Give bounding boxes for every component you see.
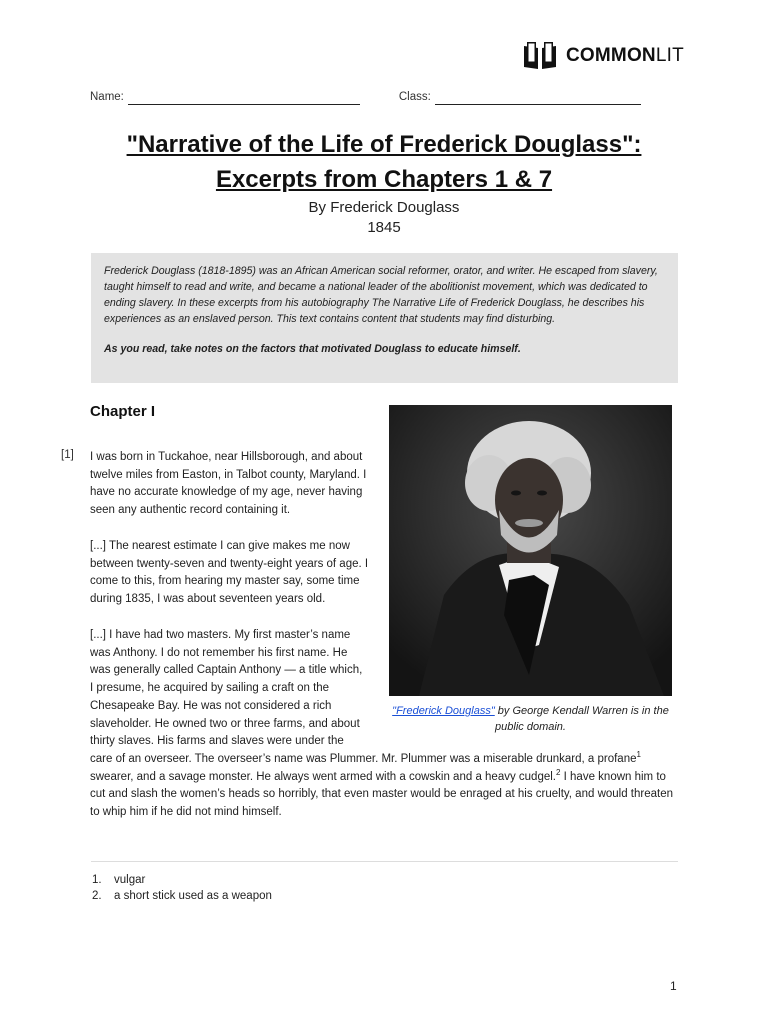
paragraph-3-wide xyxy=(90,751,680,822)
page-number: 1 xyxy=(670,979,677,993)
caption-link[interactable]: "Frederick Douglass" xyxy=(392,705,495,717)
paragraph-3-narrow xyxy=(90,627,390,751)
author: By Frederick Douglass xyxy=(308,199,460,216)
commonlit-logo xyxy=(522,42,684,70)
footnote-ref-2[interactable]: 2 xyxy=(556,767,561,777)
footnote-number: 1. xyxy=(92,874,102,886)
chapter-heading: Chapter I xyxy=(90,403,156,420)
intro-box xyxy=(91,253,678,383)
class-field[interactable] xyxy=(435,91,641,105)
footnotes xyxy=(92,872,272,904)
footnote-divider xyxy=(91,861,678,862)
byline xyxy=(0,198,768,238)
paragraph-3-line: [...] I have had two masters. My first master’s name xyxy=(90,629,351,641)
footnote-number: 2. xyxy=(92,890,102,902)
paragraph-3-line: I presume, he acquired by sailing a craft on the xyxy=(90,682,330,695)
open-book-icon xyxy=(522,42,558,70)
paragraph-number: [1] xyxy=(61,449,74,461)
paragraph-2: [...] The nearest estimate I can give makes me now between twenty-seven and twenty-eight years of age. I come to this, from hearing my master say, some time during 1835, I was about seventeen years old. xyxy=(90,540,369,606)
class-label: Class: xyxy=(398,91,431,103)
paragraph-3-line: Chesapeake Bay. He was not considered a rich xyxy=(90,699,332,712)
paragraph-3-line: thirty slaves. His farms and slaves were under the xyxy=(90,735,344,748)
paragraph-3-text: swearer, and a savage monster. He always went armed with a cowskin and a heavy cudgel. xyxy=(90,770,556,783)
brand-bold: COMMON xyxy=(566,45,656,66)
footnote-text: vulgar xyxy=(114,874,146,886)
page-title xyxy=(0,127,768,197)
paragraph-3-text: I have known him to cut and slash the women’s heads so horribly, that even master would be enraged at his cruelty, and would threaten to whip him if he did not mind himself. xyxy=(90,770,674,819)
brand-name xyxy=(566,45,684,67)
brand-light: LIT xyxy=(655,45,684,66)
footnote-2 xyxy=(92,888,272,904)
portrait-image xyxy=(389,405,672,696)
paragraph-3-text: care of an overseer. The overseer’s name was Plummer. Mr. Plummer was a miserable drunkard, a profane xyxy=(90,753,637,765)
image-caption xyxy=(389,703,672,735)
title-line-1: "Narrative of the Life of Frederick Douglass": xyxy=(126,131,642,158)
paragraph-1: I was born in Tuckahoe, near Hillsborough, and about twelve miles from Easton, in Talbot county, Maryland. I have no accurate knowledge of my age, never having seen any authentic record containing it. xyxy=(90,451,367,517)
name-label: Name: xyxy=(90,91,124,103)
paragraph-3-line: was generally called Captain Anthony — a title which, xyxy=(90,664,363,677)
paragraph-3-line: slaveholder. He owned two or three farms, and about xyxy=(90,717,360,730)
footnote-ref-1[interactable]: 1 xyxy=(636,750,641,760)
intro-text: Frederick Douglass (1818-1895) was an African American social reformer, orator, and writer. He escaped from slavery, taught himself to read and write, and became a national leader of the abolitionist movement, which was dedicated to ending slavery. In these excerpts from his autobiography The Narrative Life of Frederick Douglass, he describes his experiences as an enslaved person. This text contains content that students may find disturbing. xyxy=(104,265,658,325)
reading-prompt: As you read, take notes on the factors that motivated Douglass to educate himself. xyxy=(104,343,521,355)
footnote-text: a short stick used as a weapon xyxy=(114,890,272,902)
title-line-2: Excerpts from Chapters 1 & 7 xyxy=(215,166,553,193)
name-field[interactable] xyxy=(128,91,360,105)
year: 1845 xyxy=(367,219,401,236)
footnote-1 xyxy=(92,872,272,888)
caption-text: by George Kendall Warren is in the public domain. xyxy=(494,705,669,733)
paragraph-3-line: was Anthony. I do not remember his first name. He xyxy=(90,646,348,659)
name-class-row xyxy=(90,91,641,105)
